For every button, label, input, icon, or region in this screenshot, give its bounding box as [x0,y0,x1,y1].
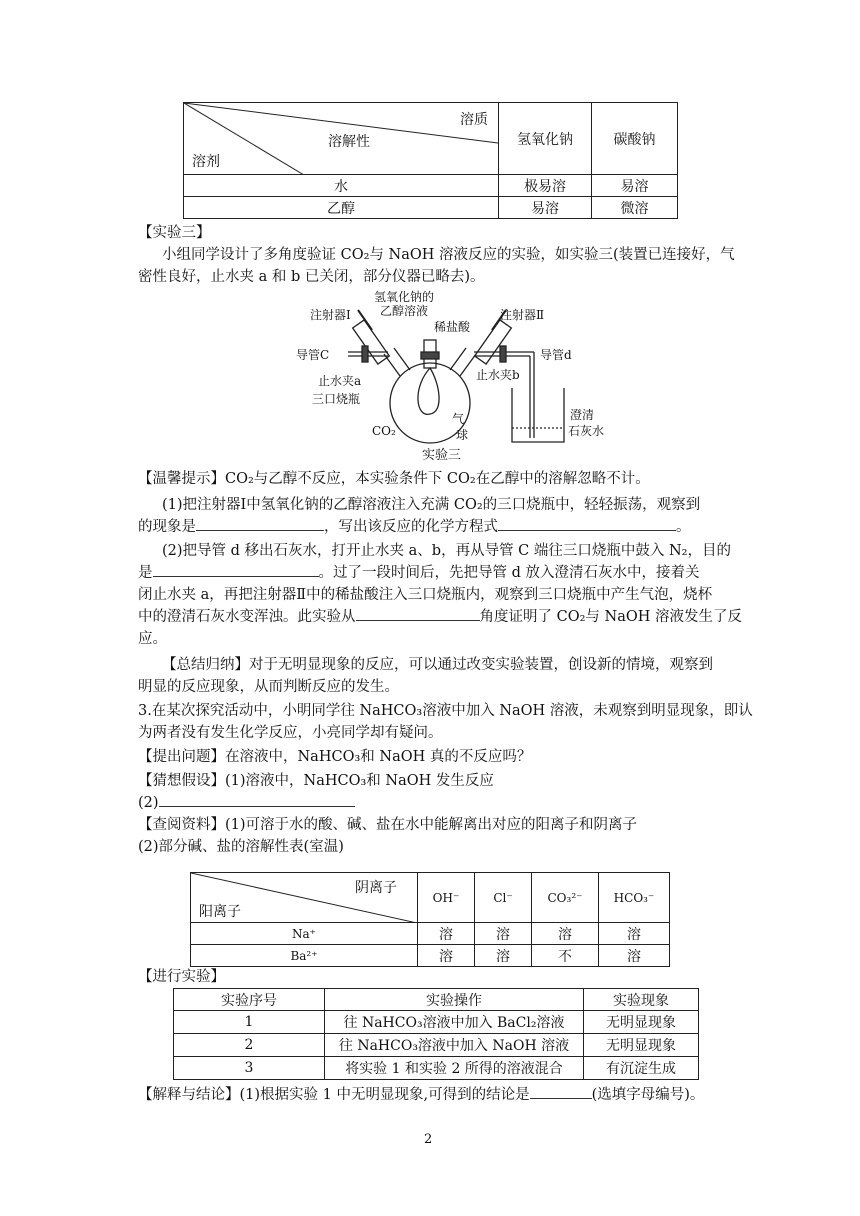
q2-line-b [138,562,728,584]
diagonal-header-cell [184,103,499,175]
answer-blank-3[interactable] [153,562,319,577]
table-cell: 有沉淀生成 [584,1057,699,1080]
anion-header: CO₃²⁻ [532,873,599,923]
ask-line: 【提出问题】在溶液中，NaHCO₃和 NaOH 真的不反应吗？ [138,749,532,765]
anion-header: Cl⁻ [475,873,532,923]
q2-line-e: 应。 [138,631,167,647]
exp3-intro-1: 小组同学设计了多角度验证 CO₂与 NaOH 溶液反应的实验，如实验三(装置已连接好，气 [162,247,735,263]
q2-line-c: 闭止水夹 a，再把注射器Ⅱ中的稀盐酸注入三口烧瓶内，观察到三口烧瓶中产生气泡，烧杯 [138,587,713,603]
table-cell: 不 [532,945,599,967]
table-cell: 易溶 [592,175,678,197]
q1-text-1: 的现象是 [138,519,196,535]
tip-text: 【温馨提示】CO₂与乙醇不反应，本实验条件下 CO₂在乙醇中的溶解忽略不计。 [138,471,650,487]
label-clamp-b: 止水夹b [476,368,520,382]
label-dilute-hcl: 稀盐酸 [434,320,471,334]
q1-line-b [138,516,728,538]
diagonal-header-cell [191,873,418,923]
header-cation: 阳离子 [199,904,241,920]
table-cell: 往 NaHCO₃溶液中加入 NaOH 溶液 [325,1034,584,1057]
label-naoh-ethanol-1: 氢氧化钠的 [374,290,435,304]
col-header: 实验现象 [584,989,699,1011]
header-solvent: 溶剂 [192,154,220,170]
apparatus-figure [288,288,608,463]
label-syringe-1: 注射器Ⅰ [310,308,351,322]
table-cell: 溶 [599,923,670,945]
do-exp-heading: 【进行实验】 [138,969,225,985]
label-naoh-ethanol-2: 乙醇溶液 [380,304,429,318]
conclusion-line [138,1084,778,1106]
table-cell: 溶 [475,923,532,945]
table-cell: 溶 [475,945,532,967]
guess-text-2: (2) [138,795,159,811]
row-label: 乙醇 [184,197,499,219]
table-cell: 易溶 [499,197,592,219]
table-cell: 将实验 1 和实验 2 所得的溶液混合 [325,1057,584,1080]
summary-line-a: 【总结归纳】对于无明显现象的反应，可以通过改变实验装置，创设新的情境，观察到 [162,657,713,673]
label-limewater-1: 澄清 [570,408,595,422]
label-clamp-a: 止水夹a [318,374,362,388]
cation-label: Ba²⁺ [191,945,418,967]
ion-solubility-table [190,872,670,967]
ref-line-2: (2)部分碱、盐的溶解性表(室温) [138,839,344,855]
table-cell: 溶 [418,945,475,967]
label-balloon-2: 球 [456,428,469,442]
col-header-naoh: 氢氧化钠 [499,103,592,175]
header-solute: 溶质 [460,112,488,128]
guess-line-2 [138,792,728,814]
guess-line-1: 【猜想假设】(1)溶液中，NaHCO₃和 NaOH 发生反应 [138,773,494,789]
answer-blank-6[interactable] [530,1084,592,1099]
table-cell: 溶 [418,923,475,945]
label-limewater-2: 石灰水 [568,424,605,438]
row-label: 水 [184,175,499,197]
summary-line-b: 明显的反应现象，从而判断反应的发生。 [138,679,399,695]
label-co2: CO₂ [372,424,396,438]
conclusion-text-1: 【解释与结论】(1)根据实验 1 中无明显现象,可得到的结论是 [138,1087,530,1103]
table-cell: 往 NaHCO₃溶液中加入 BaCl₂溶液 [325,1011,584,1034]
col-header-na2co3: 碳酸钠 [592,103,678,175]
ref-line-1: 【查阅资料】(1)可溶于水的酸、碱、盐在水中能解离出对应的阳离子和阴离子 [138,817,638,833]
col-header: 实验序号 [174,989,325,1011]
p3-line-a: 3.在某次探究活动中，小明同学往 NaHCO₃溶液中加入 NaOH 溶液，未观察到明显现象，即认 [138,703,753,719]
cation-label: Na⁺ [191,923,418,945]
q1-text-2: ，写出该反应的化学方程式 [324,519,498,535]
table-cell: 溶 [532,923,599,945]
table-cell: 极易溶 [499,175,592,197]
answer-blank-1[interactable] [196,516,324,531]
answer-blank-5[interactable] [159,792,355,807]
q1-line-a: (1)把注射器Ⅰ中氢氧化钠的乙醇溶液注入充满 CO₂的三口烧瓶中，轻轻振荡，观察到 [162,497,701,513]
q2-line-a: (2)把导管 d 移出石灰水，打开止水夹 a、b，再从导管 C 端往三口烧瓶中鼓入 N₂，目的 [162,543,731,559]
table-cell: 溶 [599,945,670,967]
q1-text-3: 。 [676,519,691,535]
anion-header: OH⁻ [418,873,475,923]
table-cell: 1 [174,1011,325,1034]
col-header: 实验操作 [325,989,584,1011]
solubility-table [183,102,678,219]
exp3-intro-2: 密性良好，止水夹 a 和 b 已关闭，部分仪器已略去)。 [138,269,485,285]
label-syringe-2: 注射器Ⅱ [500,308,545,322]
label-tube-c: 导管C [296,348,330,362]
answer-blank-2[interactable] [498,516,676,531]
table-cell: 2 [174,1034,325,1057]
anion-header: HCO₃⁻ [599,873,670,923]
header-solubility: 溶解性 [328,134,370,150]
q2-line-d [138,606,742,628]
page-number: 2 [424,1132,433,1147]
p3-line-b: 为两者没有发生化学反应，小亮同学却有疑问。 [138,725,443,741]
label-balloon-1: 气 [452,412,465,426]
q2-text-3: 中的澄清石灰水变浑浊。此实验从 [138,609,356,625]
experiment-table [173,988,699,1080]
header-anion: 阴离子 [355,880,397,896]
table-cell: 微溶 [592,197,678,219]
label-flask: 三口烧瓶 [312,392,361,406]
exp3-title: 【实验三】 [138,225,211,241]
answer-blank-4[interactable] [356,606,480,621]
q2-text-2: 。过了一段时间后，先把导管 d 放入澄清石灰水中，接着关 [318,565,700,581]
table-cell: 无明显现象 [584,1011,699,1034]
table-cell: 无明显现象 [584,1034,699,1057]
conclusion-text-2: (选填字母编号)。 [591,1087,705,1103]
q2-text-1: 是 [138,565,153,581]
figure-caption: 实验三 [422,448,462,463]
label-tube-d: 导管d [540,348,572,362]
table-cell: 3 [174,1057,325,1080]
q2-text-4: 角度证明了 CO₂与 NaOH 溶液发生了反 [479,609,742,625]
